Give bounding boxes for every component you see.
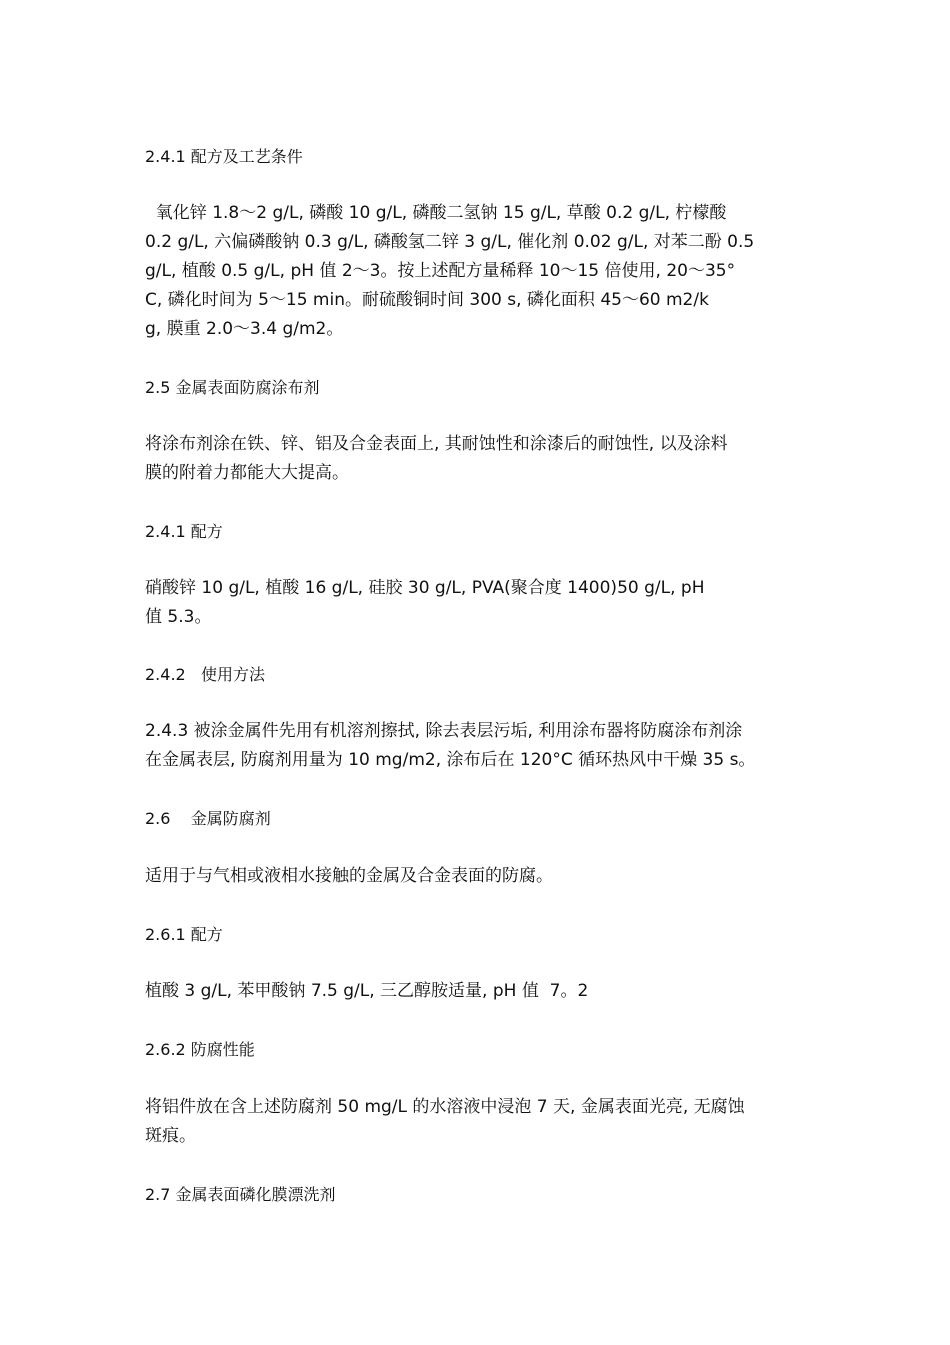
paragraph-line: 在金属表层, 防腐剂用量为 10 mg/m2, 涂布后在 120°C 循环热风中干燥 35 s。 xyxy=(145,750,756,770)
paragraph-line: 2.4.3 被涂金属件先用有机溶剂擦拭, 除去表层污垢, 利用涂布器将防腐涂布剂涂 xyxy=(145,721,743,741)
section-heading-2-4-1-formula: 2.4.1 配方 xyxy=(145,522,223,541)
paragraph-line: 将涂布剂涂在铁、锌、铝及合金表面上, 其耐蚀性和涂漆后的耐蚀性, 以及涂料 xyxy=(145,434,728,454)
section-heading-2-6: 2.6 金属防腐剂 xyxy=(145,809,271,828)
section-heading-2-6-1: 2.6.1 配方 xyxy=(145,925,223,944)
section-heading-2-4-1-formula-process: 2.4.1 配方及工艺条件 xyxy=(145,147,303,166)
paragraph-line: 斑痕。 xyxy=(145,1126,196,1146)
paragraph-line: 膜的附着力都能大大提高。 xyxy=(145,463,349,483)
paragraph-line: 硝酸锌 10 g/L, 植酸 16 g/L, 硅胶 30 g/L, PVA(聚合度 1400)50 g/L, pH xyxy=(145,578,705,598)
paragraph-line: g, 膜重 2.0～3.4 g/m2。 xyxy=(145,319,344,339)
paragraph-line: 适用于与气相或液相水接触的金属及合金表面的防腐。 xyxy=(145,866,553,886)
paragraph-line: g/L, 植酸 0.5 g/L, pH 值 2～3。按上述配方量稀释 10～15 倍使用, 20～35° xyxy=(145,261,736,281)
section-heading-2-4-2: 2.4.2 使用方法 xyxy=(145,665,265,684)
section-heading-2-6-2: 2.6.2 防腐性能 xyxy=(145,1040,255,1059)
paragraph-line: 氧化锌 1.8～2 g/L, 磷酸 10 g/L, 磷酸二氢钠 15 g/L, 草酸 0.2 g/L, 柠檬酸 xyxy=(145,203,727,223)
section-heading-2-5: 2.5 金属表面防腐涂布剂 xyxy=(145,378,320,397)
paragraph-line: 0.2 g/L, 六偏磷酸钠 0.3 g/L, 磷酸氢二锌 3 g/L, 催化剂 0.02 g/L, 对苯二酚 0.5 xyxy=(145,232,755,252)
paragraph-line: 值 5.3。 xyxy=(145,607,212,627)
section-heading-2-7: 2.7 金属表面磷化膜漂洗剂 xyxy=(145,1185,336,1204)
paragraph-line: 将铝件放在含上述防腐剂 50 mg/L 的水溶液中浸泡 7 天, 金属表面光亮, 无腐蚀 xyxy=(145,1097,745,1117)
paragraph-line: C, 磷化时间为 5～15 min。耐硫酸铜时间 300 s, 磷化面积 45～60 m2/k xyxy=(145,290,709,310)
paragraph-line: 植酸 3 g/L, 苯甲酸钠 7.5 g/L, 三乙醇胺适量, pH 值 7。2 xyxy=(145,981,589,1001)
